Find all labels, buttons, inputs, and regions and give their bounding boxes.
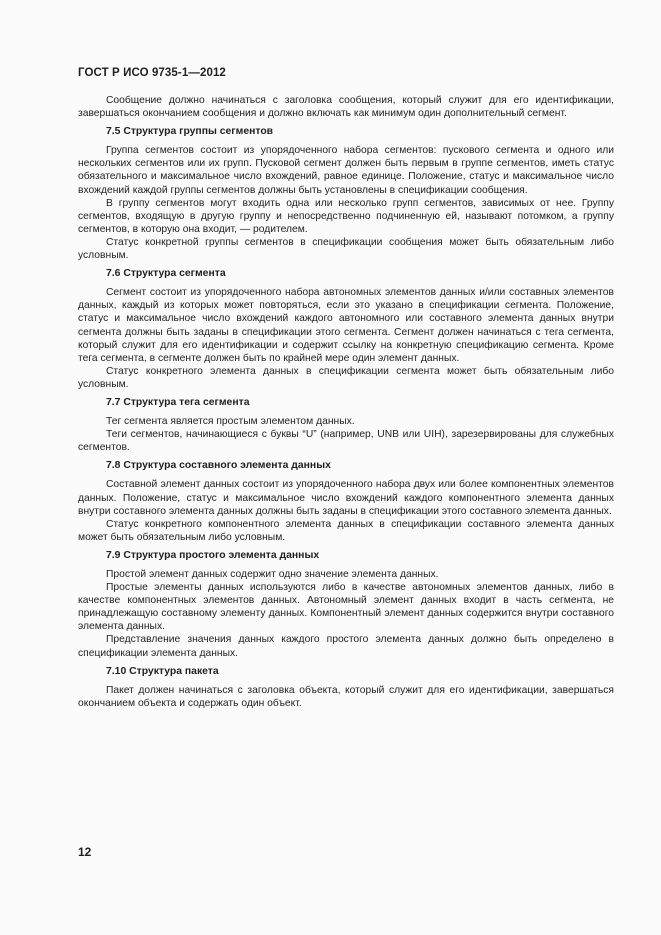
paragraph: Сегмент состоит из упорядоченного набора автономных элементов данных и/или составных элементов данных, каждый из которых может повторяться, если это указано в спецификации сегмента. Положение, статус и максимальное число вхождений каждого автономного или составного элемента данных внутри сегмента должны быть заданы в спецификации этого сегмента. Сегмент должен начинаться с тега сегмента, который служит для его идентификации и содержит ссылку на конкретную спецификацию сегмента. Кроме тега сегмента, в сегменте должен быть по крайней мере один элемент данных. [78,287,614,364]
paragraph: Тег сегмента является простым элементом данных. [106,416,355,428]
document-header: ГОСТ Р ИСО 9735-1—2012 [78,67,226,79]
section-7-10 [78,665,614,710]
paragraph: Простые элементы данных используются либо в качестве автономных элементов данных, либо в качестве компонентных элементов данных. Автономный элемент данных входит в часть сегмента, не принадлежащую составному элементу данных. Компонентный элемент данных содержится внутри составного элемента данных. [78,582,614,633]
paragraph: Составной элемент данных состоит из упорядоченного набора двух или более компонентных элементов данных. Положение, статус и максимальное число вхождений каждого компонентного элемента данных внутри составного элемента данных должны быть заданы в спецификации этого составного элемента данных. [78,479,614,517]
section-7-8 [78,459,614,544]
section-7-5 [78,125,614,262]
paragraph: Статус конкретной группы сегментов в спецификации сообщения может быть обязательным либо условным. [78,236,614,262]
section-7-9 [78,549,614,660]
section-heading: 7.6 Структура сегмента [106,268,226,280]
paragraph: Статус конкретного компонентного элемента данных в спецификации составного элемента данных может быть обязательным либо условным. [78,518,614,543]
section-heading: 7.5 Структура группы сегментов [106,126,274,138]
section-heading: 7.9 Структура простого элемента данных [106,549,320,561]
document-body [78,94,614,710]
section-heading: 7.7 Структура тега сегмента [106,396,250,408]
section-7-7 [78,396,614,454]
section-heading: 7.8 Структура составного элемента данных [106,460,331,472]
paragraph: Простой элемент данных содержит одно значение элемента данных. [106,569,439,580]
section-7-6 [78,267,614,391]
section-heading: 7.10 Структура пакета [106,665,219,677]
paragraph: Статус конкретного элемента данных в спецификации сегмента может быть обязательным либо условным. [78,365,614,390]
paragraph: В группу сегментов могут входить одна или несколько групп сегментов, зависимых от нее. Группу сегментов, входящую в другую группу и непосредственно подчиненную ей, называют потомком, а группу сегментов, в которую она входит, — родителем. [78,197,614,235]
paragraph: Пакет должен начинаться с заголовка объекта, который служит для его идентификации, завершаться окончанием объекта и содержать один объект. [78,684,614,709]
paragraph: Группа сегментов состоит из упорядоченного набора сегментов: пускового сегмента и одного или нескольких сегментов или их групп. Пусковой сегмент должен быть первым в группе сегментов, иметь статус обязательного и максимальное число вхождений, равное единице. Положение, статус и максимальное число вхождений каждой группы сегментов должны быть установлены в спецификации сообщения. [78,145,614,196]
paragraph: Сообщение должно начинаться с заголовка сообщения, который служит для его идентификации, завершаться окончанием сообщения и должно включать как минимум один дополнительный сегмент. [78,95,614,120]
paragraph: Представление значения данных каждого простого элемента данных должно быть определено в спецификации элемента данных. [78,634,614,659]
page-number: 12 [78,845,92,859]
paragraph: Теги сегментов, начинающиеся с буквы “U” (например, UNB или UIH), зарезервированы для служебных сегментов. [78,429,614,454]
